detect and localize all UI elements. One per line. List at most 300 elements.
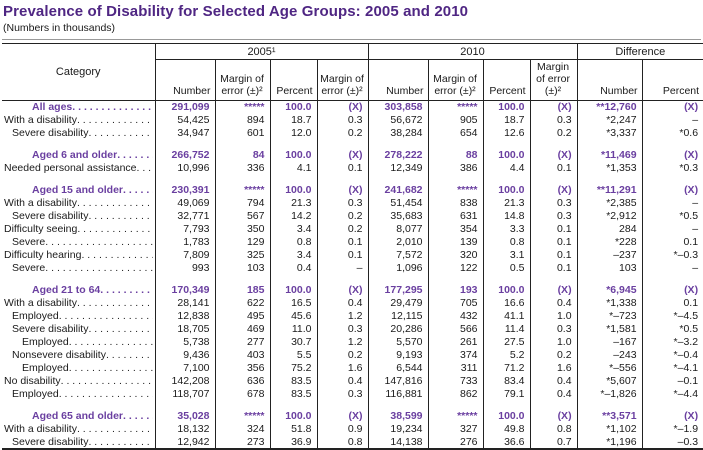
value-cell: *1,581 xyxy=(577,323,642,336)
value-cell: –237 xyxy=(577,249,642,262)
value-cell: 100.0 xyxy=(483,410,530,423)
value-cell: 0.4 xyxy=(317,375,368,388)
value-cell: 38,599 xyxy=(368,410,428,423)
category-cell xyxy=(2,101,155,114)
value-cell: 6,544 xyxy=(368,362,428,375)
category-cell xyxy=(2,223,155,236)
value-cell: 284 xyxy=(577,223,642,236)
value-cell: 116,881 xyxy=(368,388,428,401)
value-cell: 1.6 xyxy=(530,362,577,375)
value-cell: 654 xyxy=(428,127,483,140)
value-cell: 0.8 xyxy=(317,436,368,449)
value-cell: ***** xyxy=(215,101,270,114)
table-row xyxy=(2,114,703,127)
category-cell xyxy=(2,297,155,310)
value-cell: 0.3 xyxy=(317,323,368,336)
value-cell: 350 xyxy=(215,223,270,236)
value-cell: – xyxy=(692,223,699,236)
value-cell: 311 xyxy=(428,362,483,375)
table-row xyxy=(2,210,703,223)
category-label: Severe xyxy=(12,236,46,249)
value-cell: 303,858 xyxy=(368,101,428,114)
value-cell: 0.1 xyxy=(530,236,577,249)
value-cell: *1,196 xyxy=(577,436,642,449)
value-cell: ***** xyxy=(428,101,483,114)
value-cell: 0.3 xyxy=(530,114,577,127)
spacer-cell xyxy=(428,175,483,184)
category-cell xyxy=(2,436,155,449)
spacer-cell xyxy=(428,401,483,410)
col-header-2010-percent: Percent xyxy=(483,60,530,101)
value-cell: 71.2 xyxy=(483,362,530,375)
dot-leader xyxy=(69,336,153,348)
table-row xyxy=(2,162,703,175)
value-cell: 20,286 xyxy=(368,323,428,336)
value-cell: *–4.4 xyxy=(673,388,699,401)
category-label: No disability xyxy=(4,375,61,388)
spacer-cell xyxy=(428,140,483,149)
dot-leader xyxy=(123,184,152,196)
value-cell: (X) xyxy=(317,184,368,197)
value-cell: *228 xyxy=(577,236,642,249)
spacer-cell xyxy=(215,401,270,410)
value-cell: 12,115 xyxy=(368,310,428,323)
value-cell: 100.0 xyxy=(270,410,317,423)
value-cell: 118,707 xyxy=(155,388,215,401)
value-cell: 100.0 xyxy=(483,184,530,197)
spacer-cell xyxy=(215,175,270,184)
value-cell: 678 xyxy=(215,388,270,401)
value-cell: 18.7 xyxy=(483,114,530,127)
value-cell: 230,391 xyxy=(155,184,215,197)
value-cell: 177,295 xyxy=(368,284,428,297)
value-cell: 8,077 xyxy=(368,223,428,236)
value-cell: –243 xyxy=(577,349,642,362)
value-cell: 0.1 xyxy=(530,262,577,275)
spacer-cell xyxy=(368,401,428,410)
value-cell: 100.0 xyxy=(270,101,317,114)
spacer-cell xyxy=(530,140,577,149)
value-cell: 0.7 xyxy=(530,436,577,449)
value-cell: 0.2 xyxy=(317,127,368,140)
value-cell: *2,385 xyxy=(577,197,642,210)
value-cell: 4.4 xyxy=(483,162,530,175)
col-header-2010-moe-number: Margin of error (±)² xyxy=(428,60,483,101)
value-cell: ***** xyxy=(215,184,270,197)
dot-leader xyxy=(88,127,152,139)
dot-leader xyxy=(123,410,152,422)
value-cell: 894 xyxy=(215,114,270,127)
col-header-2005-moe-percent: Margin of error (±)² xyxy=(317,60,368,101)
spacer-cell xyxy=(577,140,642,149)
col-header-2005-moe-number: Margin of error (±)² xyxy=(215,60,270,101)
category-cell xyxy=(2,423,155,436)
category-cell xyxy=(2,388,155,401)
value-cell: 1.0 xyxy=(530,336,577,349)
dot-leader xyxy=(137,162,153,174)
value-cell: (X) xyxy=(684,410,699,423)
dot-leader xyxy=(45,262,152,274)
spacer-cell xyxy=(155,401,215,410)
value-cell: 83.5 xyxy=(270,388,317,401)
category-cell xyxy=(2,249,155,262)
table-header xyxy=(2,44,703,101)
value-cell: –0.3 xyxy=(677,435,699,448)
value-cell: 1.0 xyxy=(530,310,577,323)
dot-leader xyxy=(77,114,153,126)
category-label: Severe disability xyxy=(12,127,89,140)
dot-leader xyxy=(106,349,153,361)
category-label: Needed personal assistance xyxy=(4,162,137,175)
value-cell: 0.2 xyxy=(530,349,577,362)
value-cell: 16.5 xyxy=(270,297,317,310)
category-cell xyxy=(2,262,155,275)
dot-leader xyxy=(59,388,153,400)
value-cell: 41.1 xyxy=(483,310,530,323)
group-header-2010: 2010 xyxy=(368,44,577,60)
value-cell: 320 xyxy=(428,249,483,262)
value-cell: 0.1 xyxy=(317,162,368,175)
value-cell: 18.7 xyxy=(270,114,317,127)
spacer-cell xyxy=(483,175,530,184)
value-cell: 1,096 xyxy=(368,262,428,275)
col-header-2005-percent: Percent xyxy=(270,60,317,101)
value-cell: ***** xyxy=(428,410,483,423)
spacer-cell xyxy=(2,140,155,149)
value-cell: 0.2 xyxy=(317,223,368,236)
category-label: All ages xyxy=(32,101,73,114)
dot-leader xyxy=(45,236,152,248)
value-cell: *–723 xyxy=(577,310,642,323)
group-header-difference: Difference xyxy=(577,44,703,60)
spacer-row xyxy=(2,401,703,410)
value-cell: –0.1 xyxy=(677,375,699,388)
value-cell: 56,672 xyxy=(368,114,428,127)
value-cell: *0.5 xyxy=(679,323,699,336)
category-cell xyxy=(2,210,155,223)
category-cell xyxy=(2,127,155,140)
value-cell: 10,996 xyxy=(155,162,215,175)
value-cell: (X) xyxy=(684,101,699,114)
value-cell: 0.4 xyxy=(530,388,577,401)
dot-leader xyxy=(88,436,152,448)
value-cell: 12,349 xyxy=(368,162,428,175)
dot-leader xyxy=(100,284,152,296)
value-cell: 601 xyxy=(215,127,270,140)
dot-leader xyxy=(77,223,152,235)
spacer-cell xyxy=(317,140,368,149)
value-cell: 1.2 xyxy=(317,310,368,323)
value-cell: 0.3 xyxy=(317,114,368,127)
value-cell: *–1,826 xyxy=(577,388,642,401)
table-row xyxy=(2,375,703,388)
disability-table xyxy=(2,43,703,450)
value-cell: 733 xyxy=(428,375,483,388)
col-header-diff-number: Number xyxy=(577,60,642,101)
value-cell: (X) xyxy=(684,284,699,297)
value-cell: 3.1 xyxy=(483,249,530,262)
table-row xyxy=(2,184,703,197)
category-label: Aged 6 and older xyxy=(32,149,118,162)
value-cell: 0.3 xyxy=(530,323,577,336)
col-header-diff-percent: Percent xyxy=(642,60,703,101)
category-label: Aged 65 and older xyxy=(32,410,124,423)
category-label: Employed xyxy=(12,388,59,401)
value-cell: **12,760 xyxy=(577,101,642,114)
table-row xyxy=(2,323,703,336)
spacer-cell xyxy=(317,275,368,284)
spacer-cell xyxy=(270,401,317,410)
table-row xyxy=(2,127,703,140)
spacer-cell xyxy=(317,401,368,410)
value-cell: ***** xyxy=(215,410,270,423)
value-cell: 0.2 xyxy=(317,349,368,362)
value-cell: 35,028 xyxy=(155,410,215,423)
value-cell: 277 xyxy=(215,336,270,349)
value-cell: *–0.3 xyxy=(673,249,699,262)
table-row xyxy=(2,410,703,423)
value-cell: 75.2 xyxy=(270,362,317,375)
value-cell: 9,436 xyxy=(155,349,215,362)
category-cell xyxy=(2,284,155,297)
spacer-cell xyxy=(368,275,428,284)
value-cell: 88 xyxy=(428,149,483,162)
value-cell: 0.8 xyxy=(270,236,317,249)
spacer-row xyxy=(2,275,703,284)
value-cell: 36.9 xyxy=(270,436,317,449)
category-label: Severe disability xyxy=(12,435,89,448)
value-cell: 336 xyxy=(215,162,270,175)
spacer-cell xyxy=(530,175,577,184)
value-cell: 0.3 xyxy=(530,210,577,223)
spacer-cell xyxy=(530,275,577,284)
dot-leader xyxy=(59,310,153,322)
spacer-cell xyxy=(483,275,530,284)
value-cell: 7,572 xyxy=(368,249,428,262)
col-header-2005-number: Number xyxy=(155,60,215,101)
spacer-cell xyxy=(642,140,703,149)
value-cell: 273 xyxy=(215,436,270,449)
category-label: Difficulty seeing xyxy=(4,223,78,236)
spacer-cell xyxy=(270,140,317,149)
value-cell: 241,682 xyxy=(368,184,428,197)
category-cell xyxy=(2,149,155,162)
category-label: With a disability xyxy=(4,423,77,436)
value-cell: 51,454 xyxy=(368,197,428,210)
value-cell: 276 xyxy=(428,436,483,449)
value-cell: 7,793 xyxy=(155,223,215,236)
spacer-cell xyxy=(483,140,530,149)
spacer-cell xyxy=(2,175,155,184)
value-cell: 1.6 xyxy=(317,362,368,375)
spacer-cell xyxy=(483,401,530,410)
dot-leader xyxy=(69,362,153,374)
dot-leader xyxy=(61,375,153,387)
value-cell: 354 xyxy=(428,223,483,236)
value-cell: (X) xyxy=(684,184,699,197)
value-cell: 469 xyxy=(215,323,270,336)
value-cell: 566 xyxy=(428,323,483,336)
value-cell: 142,208 xyxy=(155,375,215,388)
col-header-2010-number: Number xyxy=(368,60,428,101)
category-label: Employed xyxy=(22,336,69,349)
category-label: Severe disability xyxy=(12,323,89,336)
value-cell: 324 xyxy=(215,423,270,436)
category-label: Employed xyxy=(12,310,59,323)
value-cell: 11.0 xyxy=(270,323,317,336)
value-cell: 11.4 xyxy=(483,323,530,336)
value-cell: *6,945 xyxy=(577,284,642,297)
table-row xyxy=(2,101,703,114)
value-cell: 38,284 xyxy=(368,127,428,140)
value-cell: 0.1 xyxy=(317,236,368,249)
spacer-cell xyxy=(642,175,703,184)
value-cell: – xyxy=(692,114,699,127)
table-row xyxy=(2,349,703,362)
category-cell xyxy=(2,114,155,127)
value-cell: 403 xyxy=(215,349,270,362)
value-cell: 28,141 xyxy=(155,297,215,310)
value-cell: 0.5 xyxy=(483,262,530,275)
value-cell: (X) xyxy=(317,284,368,297)
dot-leader xyxy=(88,323,152,335)
value-cell: 2,010 xyxy=(368,236,428,249)
value-cell: 27.5 xyxy=(483,336,530,349)
value-cell: 79.1 xyxy=(483,388,530,401)
spacer-cell xyxy=(270,275,317,284)
category-cell xyxy=(2,236,155,249)
spacer-cell xyxy=(317,175,368,184)
value-cell: 0.8 xyxy=(483,236,530,249)
value-cell: 30.7 xyxy=(270,336,317,349)
category-label: Severe disability xyxy=(12,210,89,223)
spacer-cell xyxy=(155,275,215,284)
value-cell: 266,752 xyxy=(155,149,215,162)
category-cell xyxy=(2,362,155,375)
value-cell: 905 xyxy=(428,114,483,127)
value-cell: 0.4 xyxy=(270,262,317,275)
category-label: Aged 21 to 64 xyxy=(32,284,101,297)
value-cell: 14,138 xyxy=(368,436,428,449)
dot-leader xyxy=(77,423,153,435)
value-cell: 636 xyxy=(215,375,270,388)
value-cell: 139 xyxy=(428,236,483,249)
spacer-cell xyxy=(155,140,215,149)
spacer-cell xyxy=(642,401,703,410)
category-column-header: Category xyxy=(2,44,155,101)
category-label: Severe xyxy=(12,262,46,275)
table-row xyxy=(2,236,703,249)
value-cell: 36.6 xyxy=(483,436,530,449)
value-cell: 3.3 xyxy=(483,223,530,236)
value-cell: 49.8 xyxy=(483,423,530,436)
value-cell: 83.4 xyxy=(483,375,530,388)
value-cell: 122 xyxy=(428,262,483,275)
dot-leader xyxy=(81,249,152,261)
value-cell: (X) xyxy=(530,410,577,423)
value-cell: 374 xyxy=(428,349,483,362)
category-label: With a disability xyxy=(4,197,77,210)
dot-leader xyxy=(117,149,152,161)
value-cell: 0.3 xyxy=(317,388,368,401)
value-cell: 100.0 xyxy=(483,101,530,114)
value-cell: 1,783 xyxy=(155,236,215,249)
value-cell: 100.0 xyxy=(270,184,317,197)
value-cell: *–4.5 xyxy=(673,310,699,323)
value-cell: (X) xyxy=(530,149,577,162)
value-cell: – xyxy=(317,262,368,275)
value-cell: 0.2 xyxy=(530,127,577,140)
value-cell: *5,607 xyxy=(577,375,642,388)
value-cell: (X) xyxy=(317,101,368,114)
table-row xyxy=(2,310,703,323)
value-cell: 12,942 xyxy=(155,436,215,449)
value-cell: **3,571 xyxy=(577,410,642,423)
value-cell: 0.9 xyxy=(317,423,368,436)
value-cell: 100.0 xyxy=(270,149,317,162)
value-cell: 12,838 xyxy=(155,310,215,323)
dot-leader xyxy=(72,101,152,113)
spacer-cell xyxy=(642,275,703,284)
value-cell: 838 xyxy=(428,197,483,210)
dot-leader xyxy=(88,210,152,222)
value-cell: 100.0 xyxy=(483,149,530,162)
spacer-cell xyxy=(368,175,428,184)
table-row xyxy=(2,297,703,310)
value-cell: 0.1 xyxy=(530,223,577,236)
value-cell: 327 xyxy=(428,423,483,436)
value-cell: 49,069 xyxy=(155,197,215,210)
value-cell: 21.3 xyxy=(270,197,317,210)
value-cell: 54,425 xyxy=(155,114,215,127)
value-cell: –167 xyxy=(577,336,642,349)
value-cell: 291,099 xyxy=(155,101,215,114)
value-cell: 325 xyxy=(215,249,270,262)
value-cell: 1.2 xyxy=(317,336,368,349)
table-row xyxy=(2,423,703,436)
value-cell: 3.4 xyxy=(270,223,317,236)
value-cell: (X) xyxy=(684,149,699,162)
value-cell: 0.4 xyxy=(530,375,577,388)
value-cell: *3,337 xyxy=(577,127,642,140)
value-cell: *1,102 xyxy=(577,423,642,436)
value-cell: (X) xyxy=(530,101,577,114)
value-cell: 9,193 xyxy=(368,349,428,362)
spacer-cell xyxy=(428,275,483,284)
value-cell: 386 xyxy=(428,162,483,175)
table-row xyxy=(2,388,703,401)
category-cell xyxy=(2,323,155,336)
value-cell: 278,222 xyxy=(368,149,428,162)
value-cell: – xyxy=(692,262,699,275)
category-label: Nonsevere disability xyxy=(12,349,106,362)
dot-leader xyxy=(77,297,153,309)
value-cell: 16.6 xyxy=(483,297,530,310)
value-cell: *2,912 xyxy=(577,210,642,223)
value-cell: ***** xyxy=(428,184,483,197)
value-cell: 100.0 xyxy=(270,284,317,297)
value-cell: 19,234 xyxy=(368,423,428,436)
value-cell: 705 xyxy=(428,297,483,310)
value-cell: 7,100 xyxy=(155,362,215,375)
table-row xyxy=(2,149,703,162)
value-cell: 34,947 xyxy=(155,127,215,140)
value-cell: 29,479 xyxy=(368,297,428,310)
top-rule xyxy=(2,39,701,40)
value-cell: 5.5 xyxy=(270,349,317,362)
value-cell: 18,132 xyxy=(155,423,215,436)
category-label: Employed xyxy=(22,362,69,375)
